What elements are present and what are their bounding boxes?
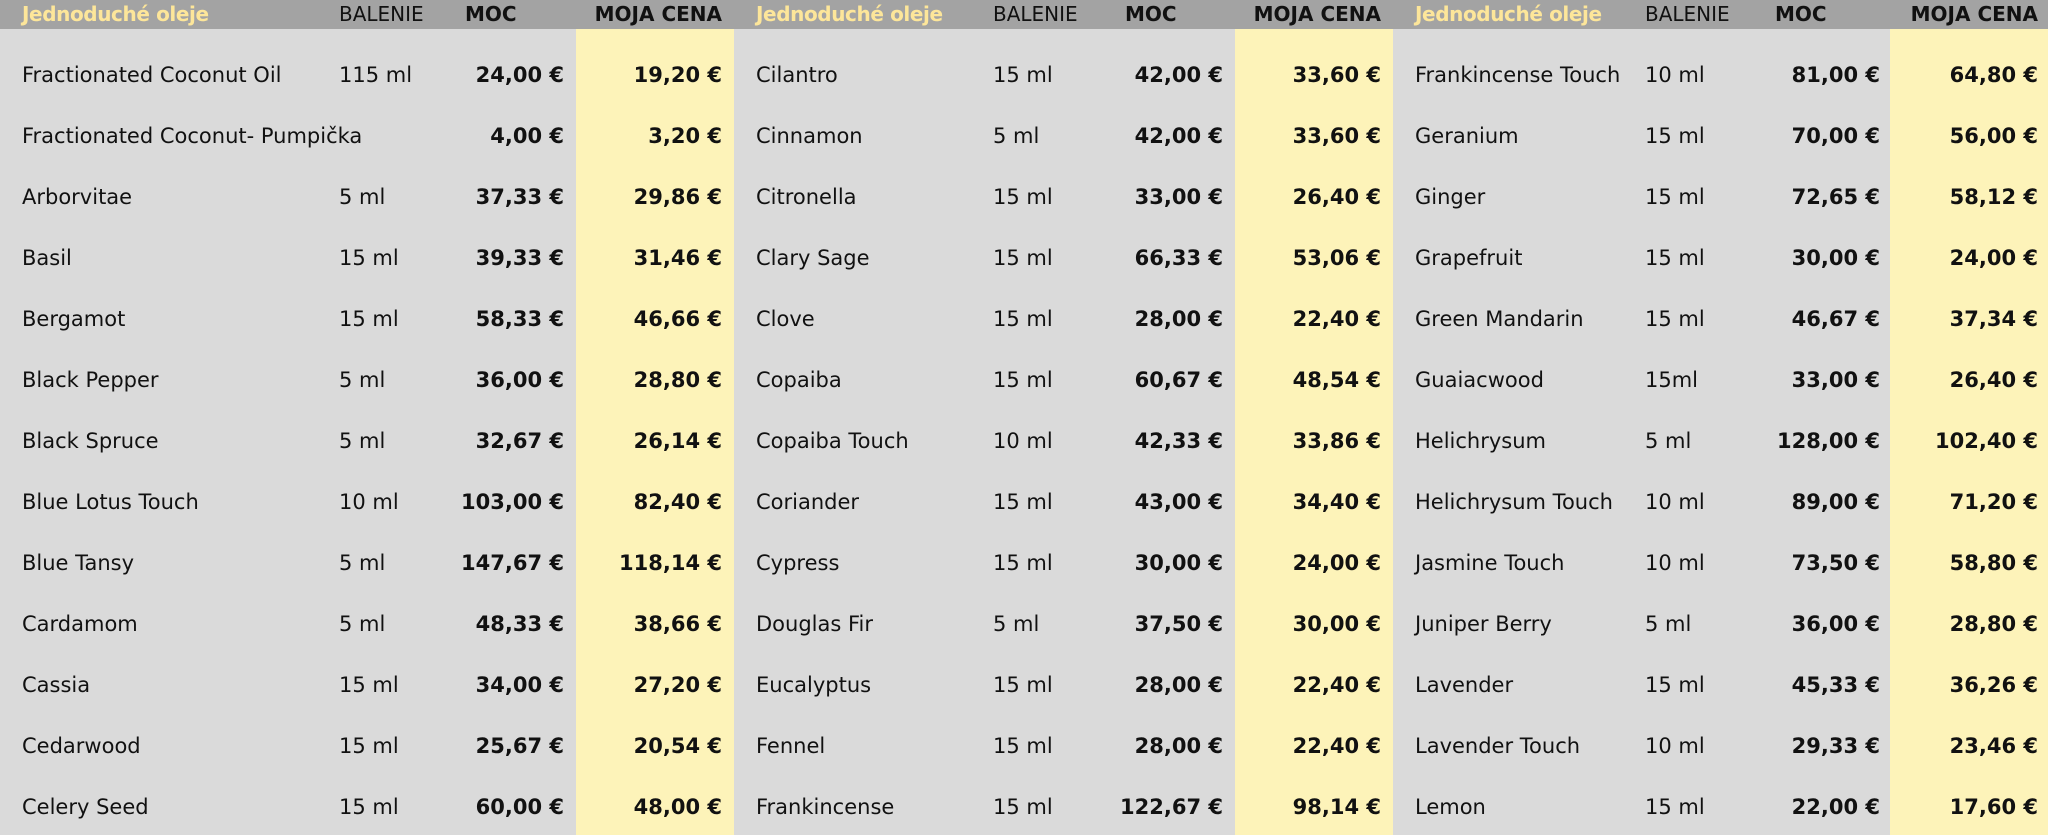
table-row [0, 228, 734, 289]
my-price-cell: 29,86 € [633, 185, 722, 209]
moc-price-cell: 24,00 € [475, 63, 564, 87]
my-price-cell: 28,80 € [1949, 612, 2038, 636]
header-my-price: MOJA CENA [1253, 2, 1381, 26]
my-price-cell: 24,00 € [1949, 246, 2038, 270]
package-size-cell: 15 ml [993, 246, 1053, 270]
package-size-cell: 15 ml [1645, 307, 1705, 331]
my-price-cell: 37,34 € [1949, 307, 2038, 331]
my-price-cell: 53,06 € [1292, 246, 1381, 270]
oil-name-cell: Cedarwood [22, 734, 141, 758]
oil-name-cell: Blue Lotus Touch [22, 490, 199, 514]
table-row [734, 472, 1393, 533]
moc-price-cell: 33,00 € [1134, 185, 1223, 209]
my-price-cell: 33,60 € [1292, 124, 1381, 148]
my-price-cell: 19,20 € [633, 63, 722, 87]
table-row [0, 777, 734, 835]
header-oils: Jednoduché oleje [22, 2, 209, 26]
moc-price-cell: 25,67 € [475, 734, 564, 758]
table-body [0, 45, 734, 835]
oil-name-cell: Helichrysum [1415, 429, 1547, 453]
package-size-cell: 5 ml [993, 612, 1040, 636]
moc-price-cell: 147,67 € [461, 551, 564, 575]
table-row [1393, 777, 2048, 835]
header-package: BALENIE [339, 2, 424, 26]
table-row [734, 106, 1393, 167]
table-row [734, 533, 1393, 594]
package-size-cell: 5 ml [1645, 429, 1692, 453]
table-row [1393, 350, 2048, 411]
my-price-cell: 31,46 € [633, 246, 722, 270]
package-size-cell: 15 ml [993, 551, 1053, 575]
table-row [1393, 716, 2048, 777]
table-row [0, 167, 734, 228]
header-my-price: MOJA CENA [1910, 2, 2038, 26]
my-price-cell: 118,14 € [619, 551, 722, 575]
table-header [1393, 0, 2048, 29]
header-my-price: MOJA CENA [594, 2, 722, 26]
moc-price-cell: 122,67 € [1120, 795, 1223, 819]
table-row [0, 350, 734, 411]
moc-price-cell: 34,00 € [475, 673, 564, 697]
my-price-cell: 28,80 € [633, 368, 722, 392]
header-oils: Jednoduché oleje [1415, 2, 1602, 26]
moc-price-cell: 22,00 € [1791, 795, 1880, 819]
moc-price-cell: 28,00 € [1134, 673, 1223, 697]
table-row [734, 289, 1393, 350]
oil-name-cell: Bergamot [22, 307, 126, 331]
oil-name-cell: Lemon [1415, 795, 1486, 819]
oil-name-cell: Coriander [756, 490, 860, 514]
package-size-cell: 15ml [1645, 368, 1699, 392]
oil-name-cell: Clove [756, 307, 815, 331]
package-size-cell: 10 ml [339, 490, 399, 514]
moc-price-cell: 45,33 € [1791, 673, 1880, 697]
moc-price-cell: 36,00 € [475, 368, 564, 392]
moc-price-cell: 66,33 € [1134, 246, 1223, 270]
moc-price-cell: 70,00 € [1791, 124, 1880, 148]
my-price-cell: 33,86 € [1292, 429, 1381, 453]
package-size-cell: 5 ml [339, 429, 386, 453]
package-size-cell: 15 ml [993, 185, 1053, 209]
my-price-cell: 58,80 € [1949, 551, 2038, 575]
package-size-cell: 10 ml [1645, 734, 1705, 758]
header-moc: MOC [1775, 2, 1827, 26]
table-row [734, 45, 1393, 106]
my-price-cell: 58,12 € [1949, 185, 2038, 209]
my-price-cell: 102,40 € [1935, 429, 2038, 453]
price-table-3 [1393, 0, 2048, 835]
oil-name-cell: Jasmine Touch [1415, 551, 1565, 575]
table-row [1393, 533, 2048, 594]
moc-price-cell: 39,33 € [475, 246, 564, 270]
table-row [1393, 228, 2048, 289]
oil-name-cell: Cypress [756, 551, 840, 575]
table-row [1393, 655, 2048, 716]
table-row [0, 594, 734, 655]
table-row [734, 167, 1393, 228]
table-header [734, 0, 1393, 29]
package-size-cell: 5 ml [993, 124, 1040, 148]
package-size-cell: 10 ml [1645, 63, 1705, 87]
price-table-2 [734, 0, 1393, 835]
oil-name-cell: Basil [22, 246, 72, 270]
moc-price-cell: 30,00 € [1134, 551, 1223, 575]
oil-name-cell: Lavender Touch [1415, 734, 1581, 758]
table-row [0, 289, 734, 350]
moc-price-cell: 28,00 € [1134, 307, 1223, 331]
table-row [1393, 289, 2048, 350]
table-row [1393, 167, 2048, 228]
oil-name-cell: Frankincense [756, 795, 895, 819]
my-price-cell: 98,14 € [1292, 795, 1381, 819]
oil-name-cell: Green Mandarin [1415, 307, 1584, 331]
my-price-cell: 22,40 € [1292, 673, 1381, 697]
oil-name-cell: Juniper Berry [1415, 612, 1552, 636]
package-size-cell: 15 ml [993, 63, 1053, 87]
package-size-cell: 5 ml [339, 368, 386, 392]
my-price-cell: 26,14 € [633, 429, 722, 453]
my-price-cell: 34,40 € [1292, 490, 1381, 514]
oil-name-cell: Helichrysum Touch [1415, 490, 1613, 514]
package-size-cell: 15 ml [339, 734, 399, 758]
table-row [0, 655, 734, 716]
oil-name-cell: Fractionated Coconut- Pumpička [22, 124, 363, 148]
oil-name-cell: Cilantro [756, 63, 838, 87]
moc-price-cell: 46,67 € [1791, 307, 1880, 331]
my-price-cell: 48,00 € [633, 795, 722, 819]
table-row [734, 716, 1393, 777]
table-row [0, 411, 734, 472]
oil-name-cell: Douglas Fir [756, 612, 873, 636]
oil-name-cell: Black Pepper [22, 368, 159, 392]
moc-price-cell: 128,00 € [1777, 429, 1880, 453]
table-row [1393, 411, 2048, 472]
header-package: BALENIE [993, 2, 1078, 26]
header-oils: Jednoduché oleje [756, 2, 943, 26]
oil-name-cell: Citronella [756, 185, 857, 209]
moc-price-cell: 4,00 € [490, 124, 564, 148]
table-row [0, 533, 734, 594]
moc-price-cell: 42,00 € [1134, 124, 1223, 148]
package-size-cell: 15 ml [1645, 246, 1705, 270]
my-price-cell: 23,46 € [1949, 734, 2038, 758]
oil-name-cell: Celery Seed [22, 795, 149, 819]
table-row [0, 716, 734, 777]
my-price-cell: 26,40 € [1949, 368, 2038, 392]
moc-price-cell: 42,33 € [1134, 429, 1223, 453]
price-table-1 [0, 0, 734, 835]
oil-name-cell: Copaiba [756, 368, 842, 392]
oil-name-cell: Black Spruce [22, 429, 159, 453]
table-body [734, 45, 1393, 835]
moc-price-cell: 73,50 € [1791, 551, 1880, 575]
table-row [734, 655, 1393, 716]
package-size-cell: 15 ml [339, 673, 399, 697]
my-price-cell: 33,60 € [1292, 63, 1381, 87]
table-row [734, 594, 1393, 655]
table-row [734, 228, 1393, 289]
oil-name-cell: Cardamom [22, 612, 138, 636]
header-moc: MOC [1125, 2, 1177, 26]
package-size-cell: 15 ml [993, 795, 1053, 819]
table-header [0, 0, 734, 29]
moc-price-cell: 29,33 € [1791, 734, 1880, 758]
moc-price-cell: 48,33 € [475, 612, 564, 636]
package-size-cell: 15 ml [1645, 673, 1705, 697]
moc-price-cell: 58,33 € [475, 307, 564, 331]
my-price-cell: 22,40 € [1292, 734, 1381, 758]
my-price-cell: 64,80 € [1949, 63, 2038, 87]
moc-price-cell: 28,00 € [1134, 734, 1223, 758]
table-row [1393, 106, 2048, 167]
package-size-cell: 15 ml [993, 673, 1053, 697]
oil-name-cell: Ginger [1415, 185, 1486, 209]
my-price-cell: 26,40 € [1292, 185, 1381, 209]
oil-name-cell: Arborvitae [22, 185, 133, 209]
oil-name-cell: Guaiacwood [1415, 368, 1544, 392]
package-size-cell: 15 ml [993, 734, 1053, 758]
oil-name-cell: Blue Tansy [22, 551, 135, 575]
table-row [734, 411, 1393, 472]
oil-name-cell: Cinnamon [756, 124, 863, 148]
package-size-cell: 15 ml [993, 368, 1053, 392]
header-moc: MOC [465, 2, 517, 26]
my-price-cell: 38,66 € [633, 612, 722, 636]
package-size-cell: 15 ml [1645, 795, 1705, 819]
moc-price-cell: 33,00 € [1791, 368, 1880, 392]
table-row [1393, 45, 2048, 106]
my-price-cell: 24,00 € [1292, 551, 1381, 575]
moc-price-cell: 60,00 € [475, 795, 564, 819]
my-price-cell: 46,66 € [633, 307, 722, 331]
moc-price-cell: 37,33 € [475, 185, 564, 209]
oil-name-cell: Copaiba Touch [756, 429, 909, 453]
package-size-cell: 10 ml [1645, 551, 1705, 575]
my-price-cell: 82,40 € [633, 490, 722, 514]
my-price-cell: 30,00 € [1292, 612, 1381, 636]
package-size-cell: 5 ml [339, 612, 386, 636]
moc-price-cell: 32,67 € [475, 429, 564, 453]
moc-price-cell: 81,00 € [1791, 63, 1880, 87]
moc-price-cell: 36,00 € [1791, 612, 1880, 636]
table-row [0, 106, 734, 167]
oil-name-cell: Grapefruit [1415, 246, 1523, 270]
my-price-cell: 22,40 € [1292, 307, 1381, 331]
moc-price-cell: 60,67 € [1134, 368, 1223, 392]
package-size-cell: 15 ml [993, 307, 1053, 331]
table-body [1393, 45, 2048, 835]
my-price-cell: 27,20 € [633, 673, 722, 697]
oil-name-cell: Eucalyptus [756, 673, 872, 697]
header-package: BALENIE [1645, 2, 1730, 26]
package-size-cell: 15 ml [339, 246, 399, 270]
table-row [0, 472, 734, 533]
package-size-cell: 115 ml [339, 63, 413, 87]
moc-price-cell: 103,00 € [461, 490, 564, 514]
moc-price-cell: 42,00 € [1134, 63, 1223, 87]
package-size-cell: 10 ml [993, 429, 1053, 453]
oil-name-cell: Frankincense Touch [1415, 63, 1621, 87]
package-size-cell: 5 ml [339, 551, 386, 575]
oil-name-cell: Lavender [1415, 673, 1514, 697]
my-price-cell: 48,54 € [1292, 368, 1381, 392]
package-size-cell: 15 ml [1645, 185, 1705, 209]
package-size-cell: 10 ml [1645, 490, 1705, 514]
oil-name-cell: Fennel [756, 734, 826, 758]
table-row [734, 350, 1393, 411]
moc-price-cell: 72,65 € [1791, 185, 1880, 209]
package-size-cell: 15 ml [339, 307, 399, 331]
my-price-cell: 56,00 € [1949, 124, 2038, 148]
oil-name-cell: Cassia [22, 673, 91, 697]
moc-price-cell: 30,00 € [1791, 246, 1880, 270]
moc-price-cell: 43,00 € [1134, 490, 1223, 514]
table-row [1393, 472, 2048, 533]
my-price-cell: 71,20 € [1949, 490, 2038, 514]
oil-name-cell: Clary Sage [756, 246, 870, 270]
my-price-cell: 3,20 € [648, 124, 722, 148]
package-size-cell: 5 ml [1645, 612, 1692, 636]
package-size-cell: 15 ml [1645, 124, 1705, 148]
my-price-cell: 36,26 € [1949, 673, 2038, 697]
my-price-cell: 20,54 € [633, 734, 722, 758]
table-row [734, 777, 1393, 835]
oil-name-cell: Fractionated Coconut Oil [22, 63, 282, 87]
package-size-cell: 15 ml [339, 795, 399, 819]
my-price-cell: 17,60 € [1949, 795, 2038, 819]
oil-name-cell: Geranium [1415, 124, 1519, 148]
package-size-cell: 5 ml [339, 185, 386, 209]
table-row [0, 45, 734, 106]
moc-price-cell: 89,00 € [1791, 490, 1880, 514]
moc-price-cell: 37,50 € [1134, 612, 1223, 636]
package-size-cell: 15 ml [993, 490, 1053, 514]
table-row [1393, 594, 2048, 655]
